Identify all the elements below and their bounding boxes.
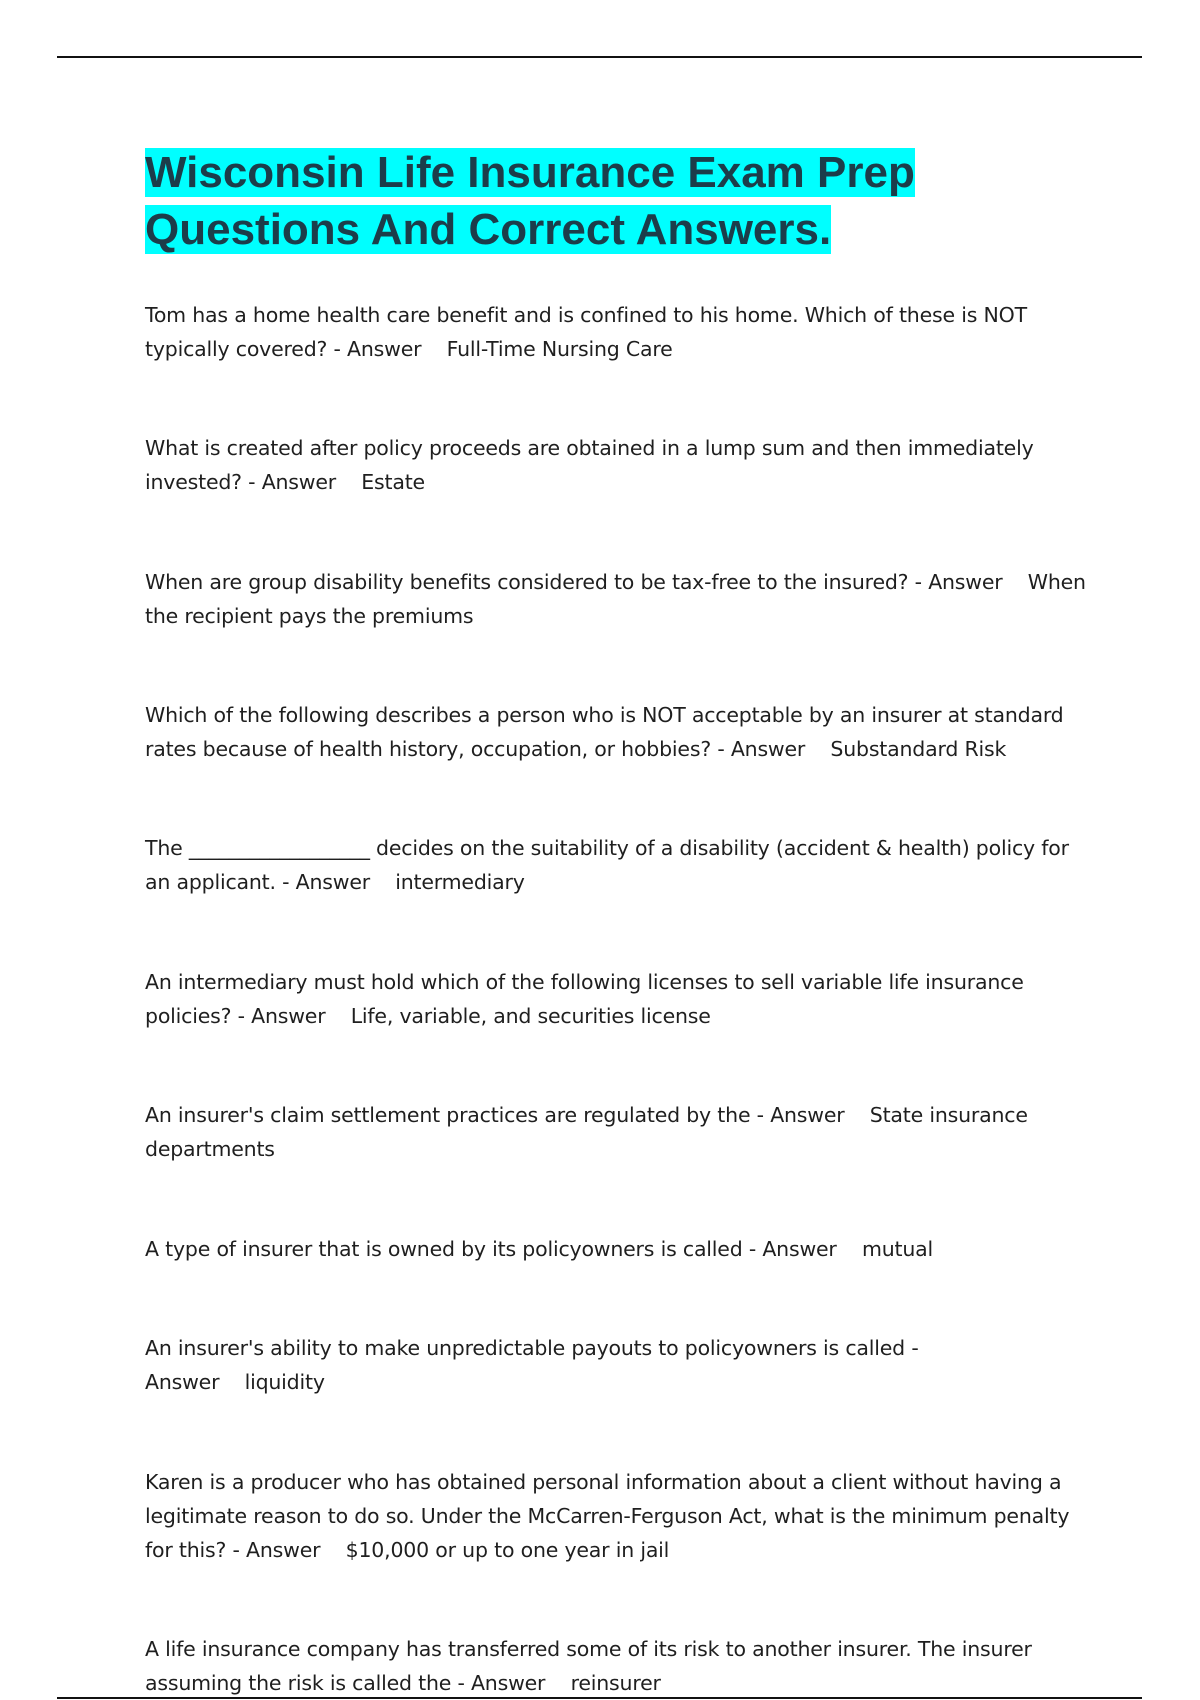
answer-text: Full-Time Nursing Care <box>446 337 673 361</box>
answer-text: intermediary <box>395 870 525 894</box>
question-text: A type of insurer that is owned by its policyowners is called <box>145 1237 743 1261</box>
answer-separator: - Answer <box>275 870 370 894</box>
answer-text: mutual <box>861 1237 933 1261</box>
answer-separator: - Answer <box>451 1671 546 1695</box>
document-title <box>145 144 1095 258</box>
question-text: What is created after policy proceeds are obtained in a lump sum and then immediately invested? <box>145 436 1034 494</box>
qa-item <box>145 1098 1095 1166</box>
qa-list <box>145 298 1095 1700</box>
document-body <box>145 144 1095 1700</box>
answer-text: Estate <box>361 470 425 494</box>
bottom-rule <box>57 1697 1142 1699</box>
answer-separator: - Answer <box>908 570 1003 594</box>
question-text: Karen is a producer who has obtained personal information about a client without having a legitimate reason to do so. Under the McCarren-Ferguson Act, what is the minimum penalty for this? <box>145 1470 1070 1562</box>
answer-text: liquidity <box>244 1370 325 1394</box>
answer-text: reinsurer <box>570 1671 661 1695</box>
qa-item <box>145 298 1095 366</box>
qa-item <box>145 1632 1095 1700</box>
answer-separator: - Answer <box>145 1336 919 1394</box>
question-text: Tom has a home health care benefit and is confined to his home. Which of these is NOT typically covered? <box>145 303 1027 361</box>
answer-separator: - Answer <box>711 737 806 761</box>
question-text: An insurer's ability to make unpredictable payouts to policyowners is called <box>145 1336 905 1360</box>
top-rule <box>57 56 1142 58</box>
answer-text: When the recipient pays the premiums <box>145 570 1086 628</box>
question-text: The __________________ decides on the suitability of a disability (accident & health) policy for an applicant. <box>145 836 1069 894</box>
question-text: A life insurance company has transferred some of its risk to another insurer. The insurer assuming the risk is called the <box>145 1637 1032 1695</box>
answer-separator: - Answer <box>327 337 422 361</box>
answer-text: State insurance departments <box>145 1103 1028 1161</box>
qa-item <box>145 965 1095 1033</box>
title-highlight: Wisconsin Life Insurance Exam Prep Questions And Correct Answers. <box>145 148 915 254</box>
answer-text: $10,000 or up to one year in jail <box>345 1538 670 1562</box>
qa-item <box>145 1232 1095 1266</box>
question-text: Which of the following describes a person who is NOT acceptable by an insurer at standard rates because of health history, occupation, or hobbies? <box>145 703 1064 761</box>
qa-item <box>145 1465 1095 1567</box>
qa-item <box>145 698 1095 766</box>
qa-item <box>145 1331 1095 1399</box>
answer-separator: - Answer <box>750 1103 845 1127</box>
qa-item <box>145 565 1095 633</box>
question-text: An insurer's claim settlement practices are regulated by the <box>145 1103 751 1127</box>
question-text: When are group disability benefits considered to be tax-free to the insured? <box>145 570 909 594</box>
answer-separator: - Answer <box>226 1538 321 1562</box>
answer-separator: - Answer <box>742 1237 837 1261</box>
qa-item <box>145 431 1095 499</box>
answer-separator: - Answer <box>231 1004 326 1028</box>
answer-separator: - Answer <box>241 470 336 494</box>
question-text: An intermediary must hold which of the following licenses to sell variable life insurance policies? <box>145 970 1024 1028</box>
answer-text: Life, variable, and securities license <box>350 1004 711 1028</box>
answer-text: Substandard Risk <box>830 737 1007 761</box>
qa-item <box>145 831 1095 899</box>
